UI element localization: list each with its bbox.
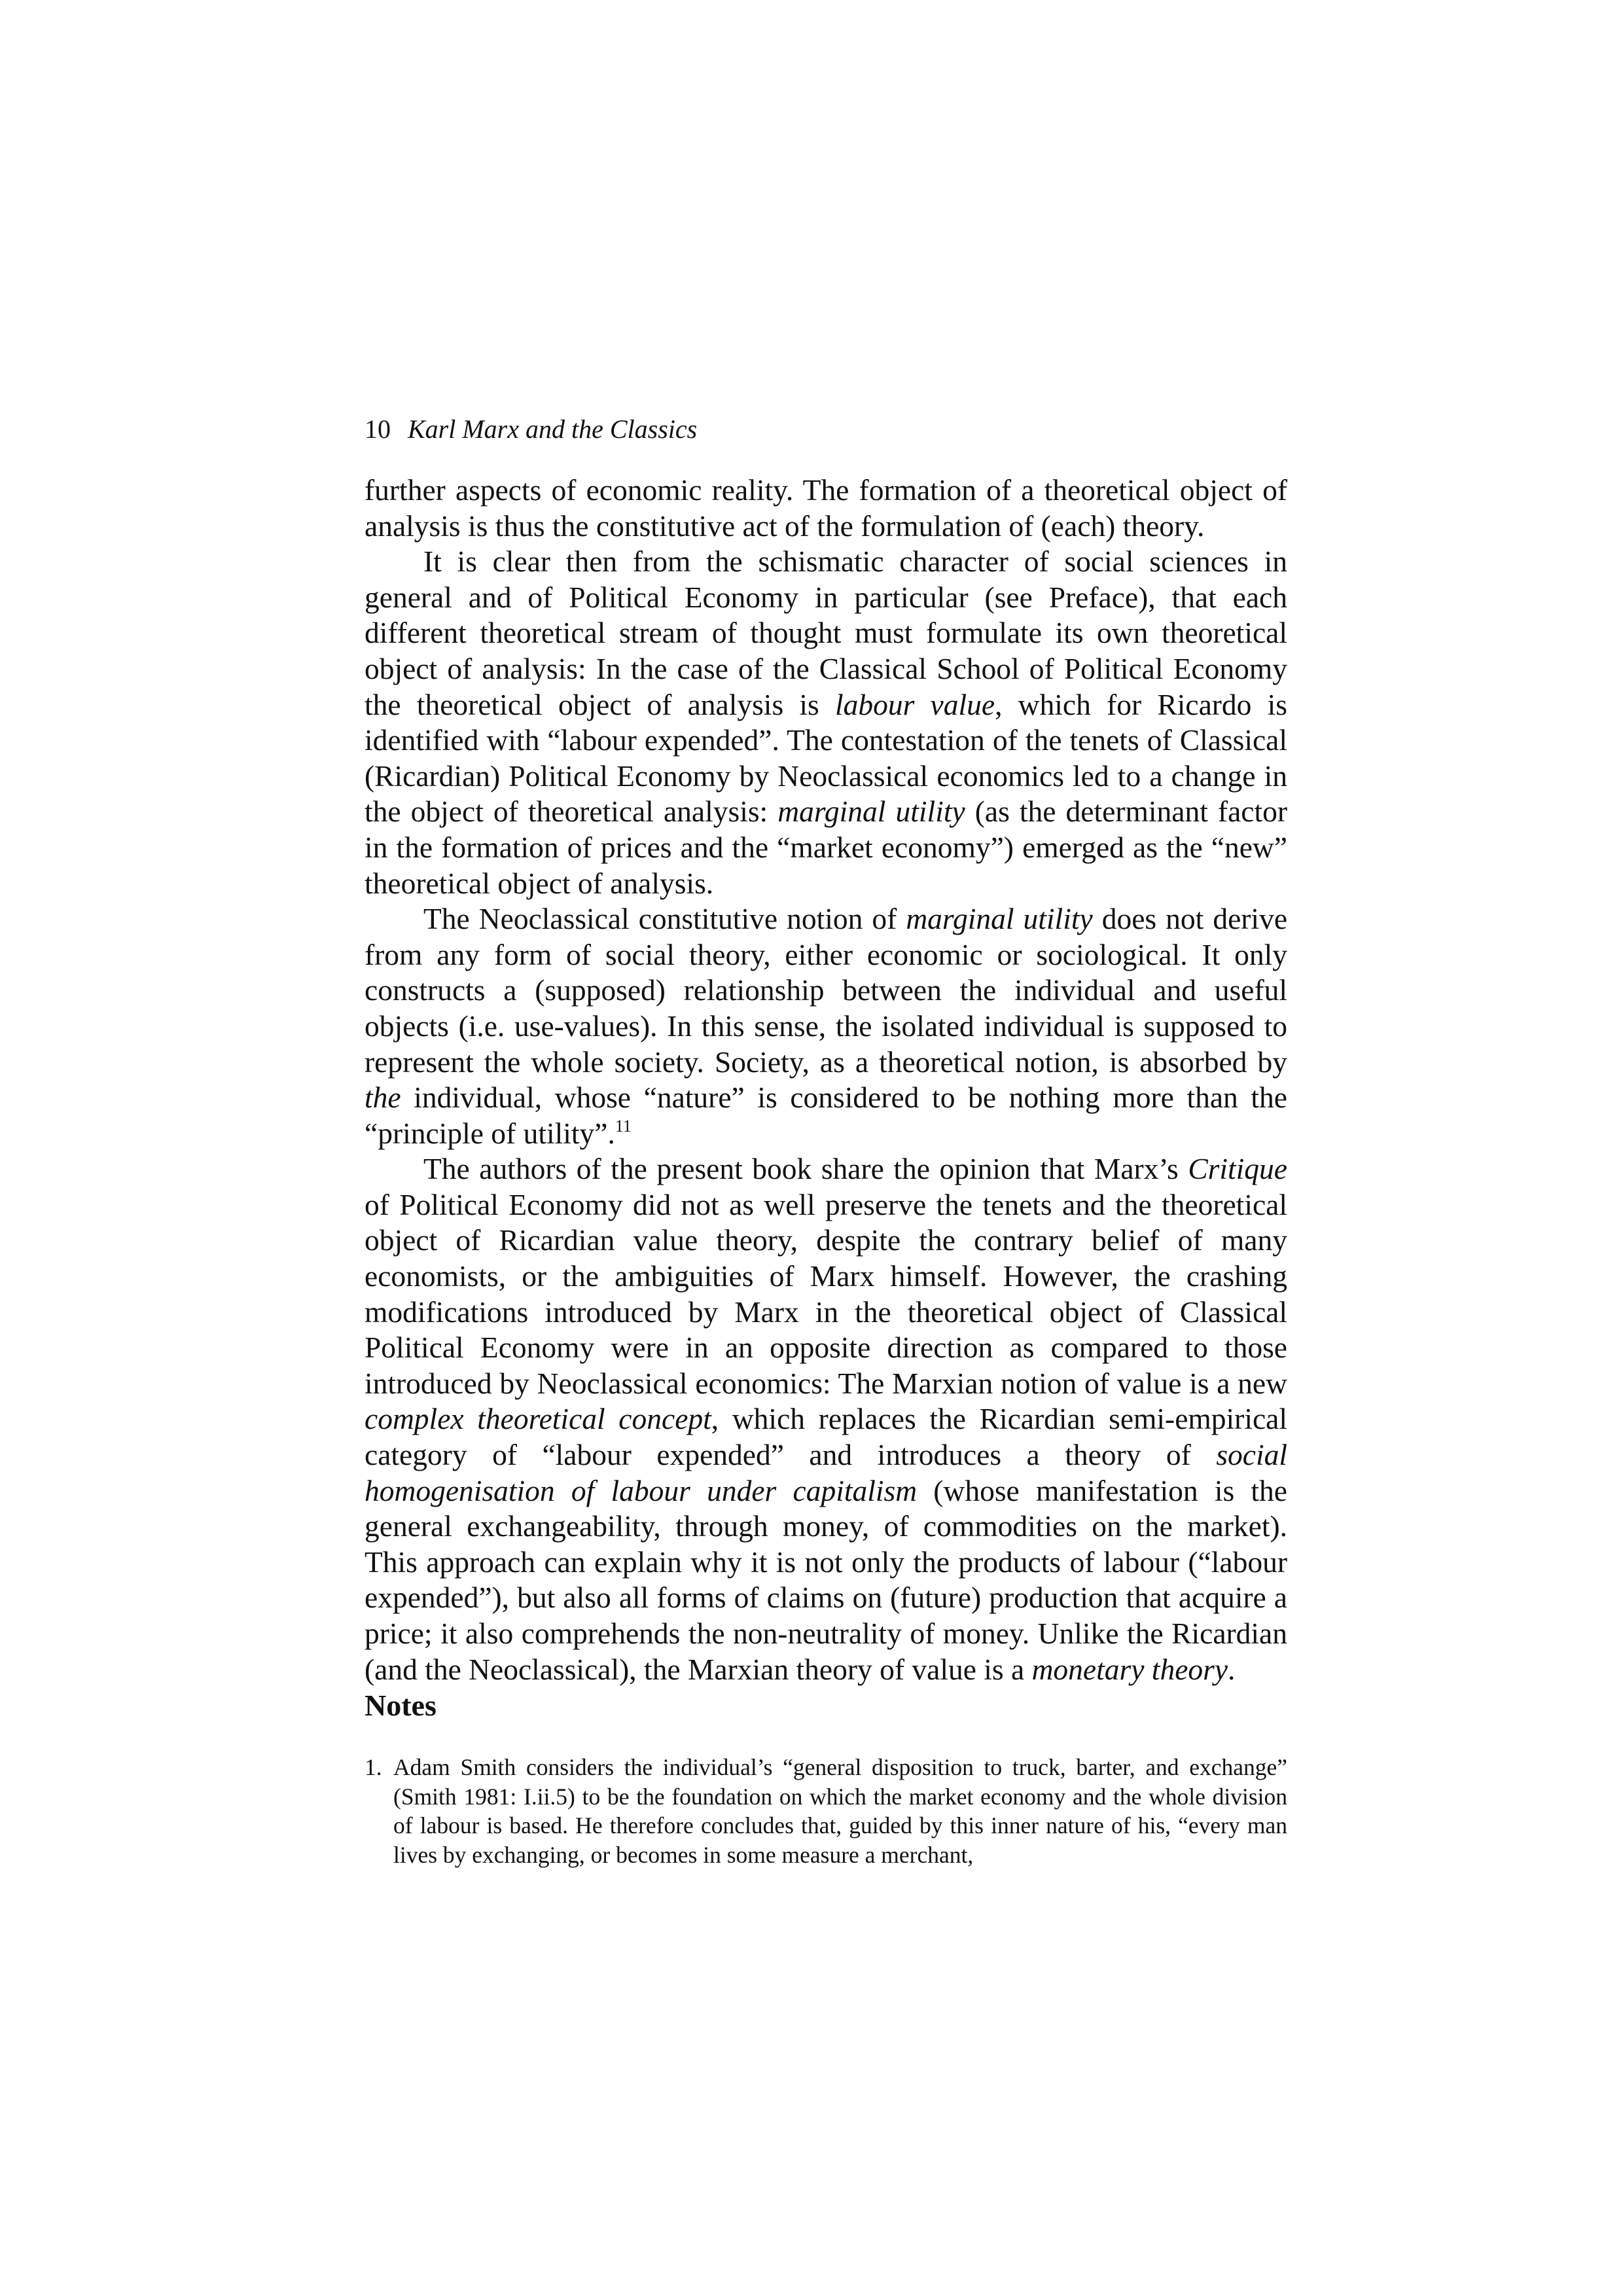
emphasis-marginal-utility: marginal utility <box>777 795 965 829</box>
note-number: 1. <box>365 1754 382 1781</box>
footnote-reference[interactable]: 11 <box>615 1116 632 1136</box>
emphasis-the: the <box>365 1081 401 1115</box>
paragraph-2: It is clear then from the schismatic character of social sciences in general and of Political Economy in particular (see Preface), that each different theoretical stream of thought must formulate its own theoretical object of analysis: In the case of the Classical School of Political Economy the theoretical object of analysis is labour value, which for Ricardo is identified with “labour expended”. The contestation of the tenets of Classical (Ricardian) Political Economy by Neoclassical economics led to a change in the object of theoretical analysis: marginal utility (as the determinant factor in the formation of prices and the “market economy”) emerged as the “new” theoretical object of analysis. <box>365 545 1288 900</box>
emphasis-labour-value: labour value <box>834 687 995 721</box>
paragraph-1: further aspects of economic reality. The formation of a theoretical object of analysis is thus the constitutive act of the formulation of (each) theory. <box>365 473 1287 543</box>
notes-list <box>365 1753 1287 1869</box>
note-text: Adam Smith considers the individual’s “general disposition to truck, barter, and exchange” (Smith 1981: I.ii.5) to be the foundation on which the market economy and the whole division of labour is based. He therefore concludes that, guided by this inner nature of his, “every man lives by exchanging, or becomes in some measure a merchant, <box>393 1754 1287 1868</box>
paragraph-3: The Neoclassical constitutive notion of marginal utility does not derive from any form of social theory, either economic or sociological. It only constructs a (supposed) relationship between the individual and useful objects (i.e. use-values). In this sense, the isolated individual is supposed to represent the whole society. Society, as a theoretical notion, is absorbed by the individual, whose “nature” is considered to be nothing more than the “principle of utility”.$^{11}$ <box>365 902 1288 1150</box>
paragraph-4: The authors of the present book share the opinion that Marx’s Critique of Political Economy did not as well preserve the tenets and the theoretical object of Ricardian value theory, despite the contrary belief of many economists, or the ambiguities of Marx himself. However, the crashing modifications introduced by Marx in the theoretical object of Classical Political Economy were in an opposite direction as compared to those introduced by Neoclassical economics: The Marxian notion of value is a new complex theoretical concept, which replaces the Ricardian semi-empirical category of “labour expended” and introduces a theory of social homogenisation of labour under capitalism (whose manifestation is the general exchangeability, through money, of commodities on the market). This approach can explain why it is not only the products of labour (“labour expended”), but also all forms of claims on (future) production that acquire a price; it also comprehends the non-neutrality of money. Unlike the Ricardian (and the Neoclassical), the Marxian theory of value is a monetary theory. <box>365 1152 1287 1686</box>
page-number: 10 <box>365 414 391 444</box>
body-text <box>365 473 1287 1687</box>
running-head-title: Karl Marx and the Classics <box>408 414 698 444</box>
emphasis-monetary-theory: monetary theory <box>1031 1652 1228 1686</box>
running-head <box>365 414 1287 445</box>
emphasis-marginal-utility: marginal utility <box>906 902 1093 936</box>
emphasis-social-homogenisation: social homogenisation of labour under capitalism <box>365 1438 1287 1507</box>
note-item <box>365 1753 1287 1869</box>
emphasis-complex-theoretical-concept: complex theoretical concept <box>365 1402 711 1436</box>
emphasis-critique: Critique <box>1188 1152 1287 1186</box>
notes-heading: Notes <box>365 1689 437 1723</box>
book-page <box>365 414 1287 1869</box>
